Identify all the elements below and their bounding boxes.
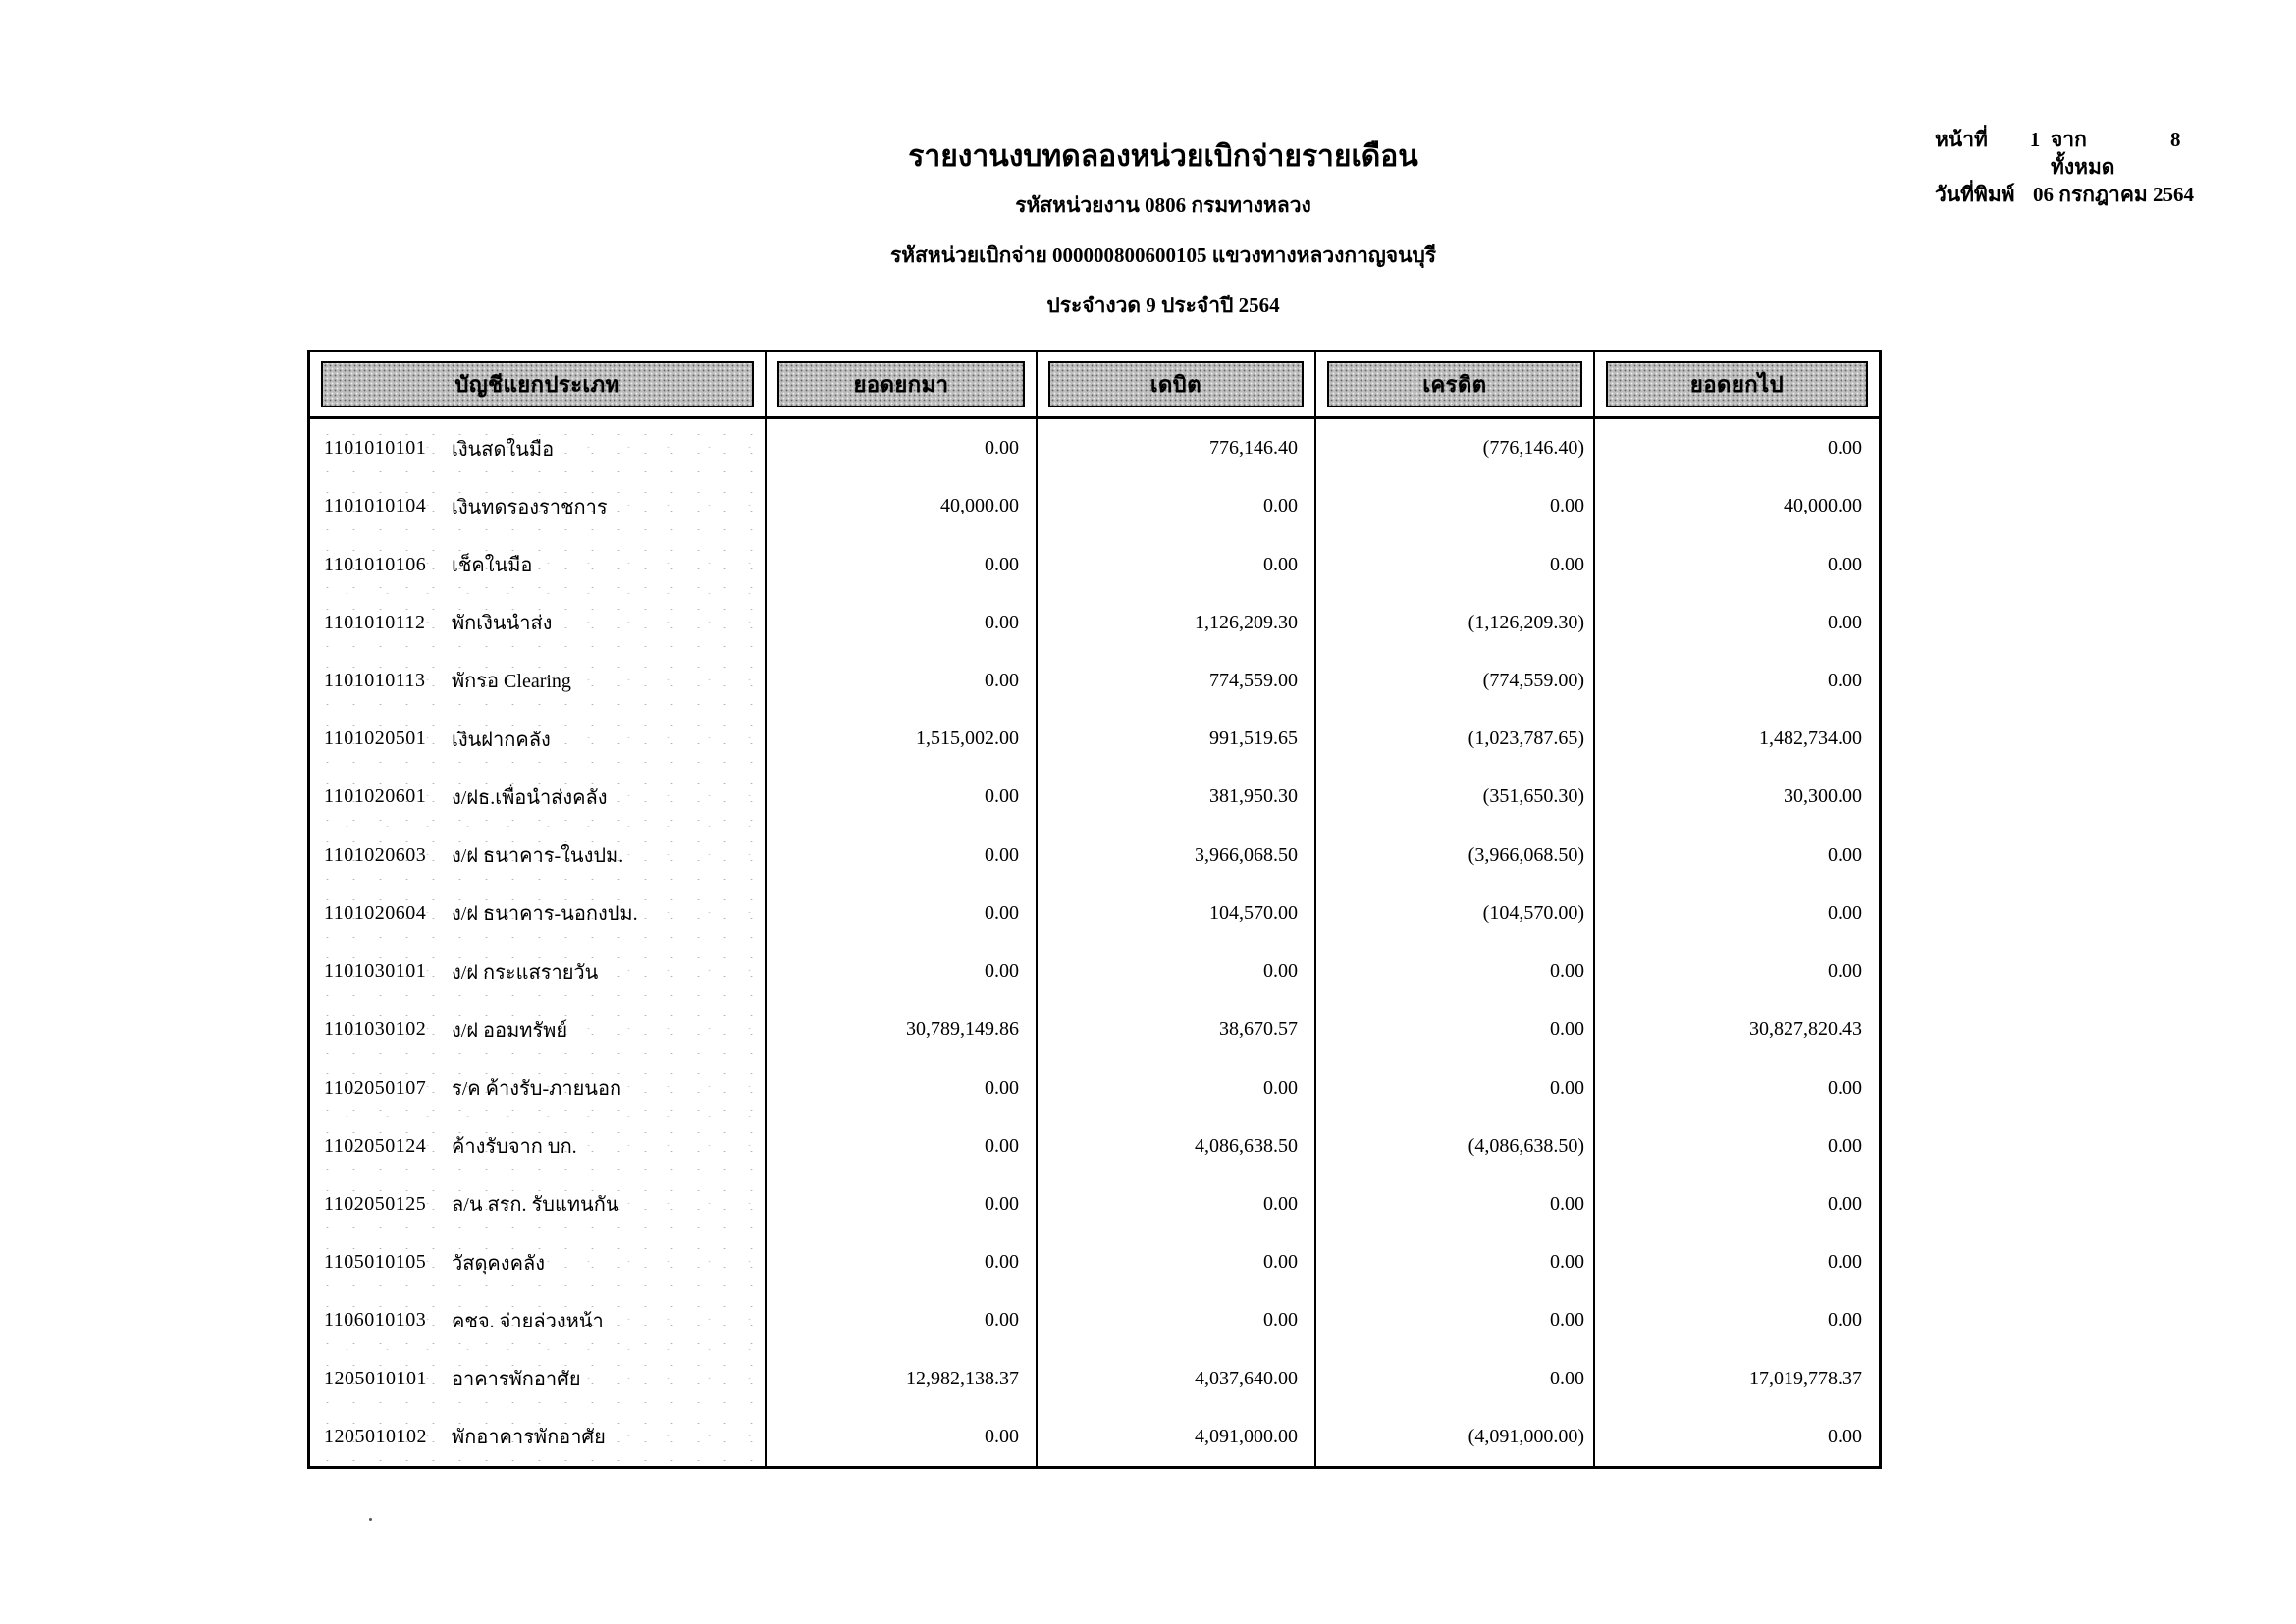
cell-carried-forward: 30,827,820.43 bbox=[1749, 1018, 1862, 1041]
cell-debit: 0.00 bbox=[1038, 1058, 1316, 1116]
cell-carried-forward: 1,482,734.00 bbox=[1759, 728, 1862, 750]
cell-credit: (1,023,787.65) bbox=[1316, 710, 1595, 768]
account-cell bbox=[310, 535, 767, 593]
account-name: เงินฝากคลัง bbox=[452, 729, 551, 751]
cell-credit: 0.00 bbox=[1316, 1175, 1595, 1233]
page-label: หน้าที่ bbox=[1935, 128, 1988, 151]
report-title: รายงานงบทดลองหน่วยเบิกจ่ายรายเดือน bbox=[908, 140, 1418, 173]
cell-brought-forward: 0.00 bbox=[767, 1175, 1038, 1233]
table-row bbox=[310, 419, 1879, 477]
account-code: 1101020501 bbox=[324, 728, 427, 750]
account-cell bbox=[310, 1001, 767, 1058]
cell-carried-forward: 0.00 bbox=[1828, 1309, 1862, 1331]
cell-brought-forward: 0.00 bbox=[767, 1117, 1038, 1175]
account-code: 1101010112 bbox=[324, 611, 426, 633]
table-body bbox=[310, 419, 1879, 1466]
cell-debit: 0.00 bbox=[1038, 1291, 1316, 1349]
account-code: 1205010101 bbox=[324, 1367, 427, 1389]
table-row bbox=[310, 1001, 1879, 1058]
cell-debit: 1,126,209.30 bbox=[1038, 594, 1316, 652]
account-name: ง/ฝ กระแสรายวัน bbox=[452, 961, 599, 984]
cell-brought-forward: 0.00 bbox=[767, 943, 1038, 1001]
cell-debit: 0.00 bbox=[1038, 535, 1316, 593]
scan-artifact-dot bbox=[369, 1518, 372, 1521]
header-cell-carried-forward bbox=[1595, 352, 1879, 416]
account-code: 1101010101 bbox=[324, 437, 427, 460]
table-row bbox=[310, 1408, 1879, 1466]
account-name: ร/ค ค้างรับ-ภายนอก bbox=[452, 1078, 622, 1101]
table-row bbox=[310, 594, 1879, 652]
cell-brought-forward: 0.00 bbox=[767, 652, 1038, 710]
cell-brought-forward: 0.00 bbox=[767, 885, 1038, 943]
cell-credit: (774,559.00) bbox=[1316, 652, 1595, 710]
account-code: 1101020601 bbox=[324, 785, 427, 808]
print-date-row bbox=[1935, 181, 2194, 208]
disbursing-unit-line: รหัสหน่วยเบิกจ่าย 000000800600105 แขวงทางหลวงกาญจนบุรี bbox=[889, 244, 1437, 267]
cell-brought-forward: 1,515,002.00 bbox=[767, 710, 1038, 768]
account-cell bbox=[310, 1350, 767, 1408]
cell-credit: (776,146.40) bbox=[1316, 419, 1595, 477]
page-meta bbox=[1935, 126, 2194, 208]
period-line: ประจำงวด 9 ประจำปี 2564 bbox=[1046, 294, 1280, 317]
header-cell-account bbox=[310, 352, 767, 416]
account-cell bbox=[310, 943, 767, 1001]
account-cell bbox=[310, 710, 767, 768]
table-header-row bbox=[310, 352, 1879, 419]
cell-debit: 991,519.65 bbox=[1038, 710, 1316, 768]
cell-carried-forward: 30,300.00 bbox=[1784, 785, 1862, 808]
header-cell-credit bbox=[1316, 352, 1595, 416]
cell-carried-forward: 0.00 bbox=[1828, 553, 1862, 575]
table-row bbox=[310, 943, 1879, 1001]
cell-debit: 3,966,068.50 bbox=[1038, 827, 1316, 885]
agency-code-line: รหัสหน่วยงาน 0806 กรมทางหลวง bbox=[1015, 193, 1311, 217]
cell-brought-forward: 0.00 bbox=[767, 1408, 1038, 1466]
cell-carried-forward: 17,019,778.37 bbox=[1749, 1367, 1862, 1389]
cell-debit: 0.00 bbox=[1038, 1175, 1316, 1233]
cell-credit: 0.00 bbox=[1316, 1233, 1595, 1291]
account-cell bbox=[310, 477, 767, 535]
account-name: พักรอ Clearing bbox=[452, 671, 571, 693]
table-row bbox=[310, 1058, 1879, 1116]
cell-brought-forward: 0.00 bbox=[767, 535, 1038, 593]
total-pages: 8 bbox=[2170, 128, 2181, 151]
cell-carried-forward: 0.00 bbox=[1828, 1134, 1862, 1157]
cell-debit: 774,559.00 bbox=[1038, 652, 1316, 710]
cell-brought-forward: 0.00 bbox=[767, 1058, 1038, 1116]
header-label-account: บัญชีแยกประเภท bbox=[321, 361, 754, 407]
account-code: 1101010104 bbox=[324, 495, 427, 517]
cell-carried-forward: 0.00 bbox=[1828, 1425, 1862, 1447]
cell-debit: 0.00 bbox=[1038, 477, 1316, 535]
account-cell bbox=[310, 594, 767, 652]
cell-brought-forward: 0.00 bbox=[767, 827, 1038, 885]
header-label-carried-forward: ยอดยกไป bbox=[1606, 361, 1868, 407]
table-row bbox=[310, 535, 1879, 593]
table-row bbox=[310, 1233, 1879, 1291]
table-row bbox=[310, 1117, 1879, 1175]
account-cell bbox=[310, 1233, 767, 1291]
account-code: 1101020604 bbox=[324, 901, 427, 924]
cell-brought-forward: 40,000.00 bbox=[767, 477, 1038, 535]
account-cell bbox=[310, 652, 767, 710]
account-name: ง/ฝ ออมทรัพย์ bbox=[452, 1019, 568, 1042]
account-code: 1102050124 bbox=[324, 1134, 427, 1157]
cell-credit: 0.00 bbox=[1316, 477, 1595, 535]
cell-carried-forward: 0.00 bbox=[1828, 901, 1862, 924]
table-row bbox=[310, 1175, 1879, 1233]
page-number-row bbox=[1935, 126, 2194, 181]
cell-debit: 0.00 bbox=[1038, 1233, 1316, 1291]
cell-debit: 104,570.00 bbox=[1038, 885, 1316, 943]
cell-credit: (351,650.30) bbox=[1316, 768, 1595, 826]
cell-credit: 0.00 bbox=[1316, 1291, 1595, 1349]
cell-credit: (4,091,000.00) bbox=[1316, 1408, 1595, 1466]
table-row bbox=[310, 477, 1879, 535]
account-code: 1101010106 bbox=[324, 553, 427, 575]
cell-carried-forward: 0.00 bbox=[1828, 437, 1862, 460]
header-label-brought-forward: ยอดยกมา bbox=[777, 361, 1025, 407]
cell-carried-forward: 0.00 bbox=[1828, 1192, 1862, 1215]
account-name: พักเงินนำส่ง bbox=[452, 613, 553, 635]
cell-brought-forward: 0.00 bbox=[767, 594, 1038, 652]
account-cell bbox=[310, 768, 767, 826]
account-code: 1102050107 bbox=[324, 1076, 427, 1099]
account-name: พักอาคารพักอาศัย bbox=[452, 1427, 606, 1449]
account-code: 1101030101 bbox=[324, 960, 427, 983]
print-date: 06 กรกฎาคม 2564 bbox=[2033, 183, 2194, 206]
header-label-credit: เครดิต bbox=[1327, 361, 1582, 407]
header-cell-debit bbox=[1038, 352, 1316, 416]
trial-balance-table bbox=[307, 350, 1882, 1469]
cell-credit: 0.00 bbox=[1316, 943, 1595, 1001]
cell-credit: (1,126,209.30) bbox=[1316, 594, 1595, 652]
account-cell bbox=[310, 885, 767, 943]
print-date-label: วันที่พิมพ์ bbox=[1935, 183, 2015, 206]
cell-credit: 0.00 bbox=[1316, 535, 1595, 593]
account-name: ง/ฝ ธนาคาร-นอกงปม. bbox=[452, 903, 638, 926]
cell-debit: 0.00 bbox=[1038, 943, 1316, 1001]
cell-brought-forward: 0.00 bbox=[767, 419, 1038, 477]
account-cell bbox=[310, 1175, 767, 1233]
account-code: 1106010103 bbox=[324, 1309, 427, 1331]
cell-brought-forward: 0.00 bbox=[767, 1233, 1038, 1291]
cell-credit: 0.00 bbox=[1316, 1058, 1595, 1116]
account-code: 1105010105 bbox=[324, 1251, 427, 1273]
account-name: ค้างรับจาก บก. bbox=[452, 1136, 577, 1159]
account-name: คชจ. จ่ายล่วงหน้า bbox=[452, 1310, 604, 1332]
cell-carried-forward: 0.00 bbox=[1828, 669, 1862, 691]
cell-brought-forward: 30,789,149.86 bbox=[767, 1001, 1038, 1058]
cell-credit: (3,966,068.50) bbox=[1316, 827, 1595, 885]
cell-debit: 4,086,638.50 bbox=[1038, 1117, 1316, 1175]
cell-brought-forward: 12,982,138.37 bbox=[767, 1350, 1038, 1408]
cell-debit: 4,091,000.00 bbox=[1038, 1408, 1316, 1466]
account-cell bbox=[310, 1058, 767, 1116]
cell-credit: 0.00 bbox=[1316, 1001, 1595, 1058]
cell-carried-forward: 0.00 bbox=[1828, 843, 1862, 866]
account-name: เงินทดรองราชการ bbox=[452, 496, 608, 518]
account-cell bbox=[310, 1117, 767, 1175]
table-row bbox=[310, 710, 1879, 768]
table-row bbox=[310, 1291, 1879, 1349]
account-code: 1102050125 bbox=[324, 1192, 427, 1215]
account-name: เงินสดในมือ bbox=[452, 438, 555, 460]
header-label-debit: เดบิต bbox=[1048, 361, 1304, 407]
account-code: 1205010102 bbox=[324, 1425, 427, 1447]
cell-carried-forward: 0.00 bbox=[1828, 611, 1862, 633]
header-cell-brought-forward bbox=[767, 352, 1038, 416]
cell-debit: 776,146.40 bbox=[1038, 419, 1316, 477]
account-name: เช็คในมือ bbox=[452, 555, 533, 577]
account-cell bbox=[310, 1408, 767, 1466]
cell-credit: 0.00 bbox=[1316, 1350, 1595, 1408]
of-total-label: จากทั้งหมด bbox=[2051, 128, 2115, 179]
account-code: 1101020603 bbox=[324, 843, 427, 866]
table-row bbox=[310, 827, 1879, 885]
cell-debit: 38,670.57 bbox=[1038, 1001, 1316, 1058]
table-row bbox=[310, 1350, 1879, 1408]
account-name: ง/ฝธ.เพื่อนำส่งคลัง bbox=[452, 786, 608, 809]
cell-carried-forward: 40,000.00 bbox=[1784, 495, 1862, 517]
table-row bbox=[310, 768, 1879, 826]
table-row bbox=[310, 885, 1879, 943]
cell-debit: 381,950.30 bbox=[1038, 768, 1316, 826]
cell-brought-forward: 0.00 bbox=[767, 768, 1038, 826]
account-cell bbox=[310, 827, 767, 885]
account-name: วัสดุคงคลัง bbox=[452, 1252, 545, 1274]
cell-carried-forward: 0.00 bbox=[1828, 1076, 1862, 1099]
account-name: อาคารพักอาศัย bbox=[452, 1369, 581, 1391]
cell-brought-forward: 0.00 bbox=[767, 1291, 1038, 1349]
account-name: ล/น สรก. รับแทนกัน bbox=[452, 1194, 619, 1217]
account-cell bbox=[310, 419, 767, 477]
cell-credit: (104,570.00) bbox=[1316, 885, 1595, 943]
cell-credit: (4,086,638.50) bbox=[1316, 1117, 1595, 1175]
cell-carried-forward: 0.00 bbox=[1828, 1251, 1862, 1273]
account-code: 1101010113 bbox=[324, 669, 426, 691]
account-name: ง/ฝ ธนาคาร-ในงปม. bbox=[452, 845, 624, 868]
page-number: 1 bbox=[2029, 128, 2041, 151]
cell-carried-forward: 0.00 bbox=[1828, 960, 1862, 983]
account-cell bbox=[310, 1291, 767, 1349]
account-code: 1101030102 bbox=[324, 1018, 427, 1041]
cell-debit: 4,037,640.00 bbox=[1038, 1350, 1316, 1408]
table-row bbox=[310, 652, 1879, 710]
